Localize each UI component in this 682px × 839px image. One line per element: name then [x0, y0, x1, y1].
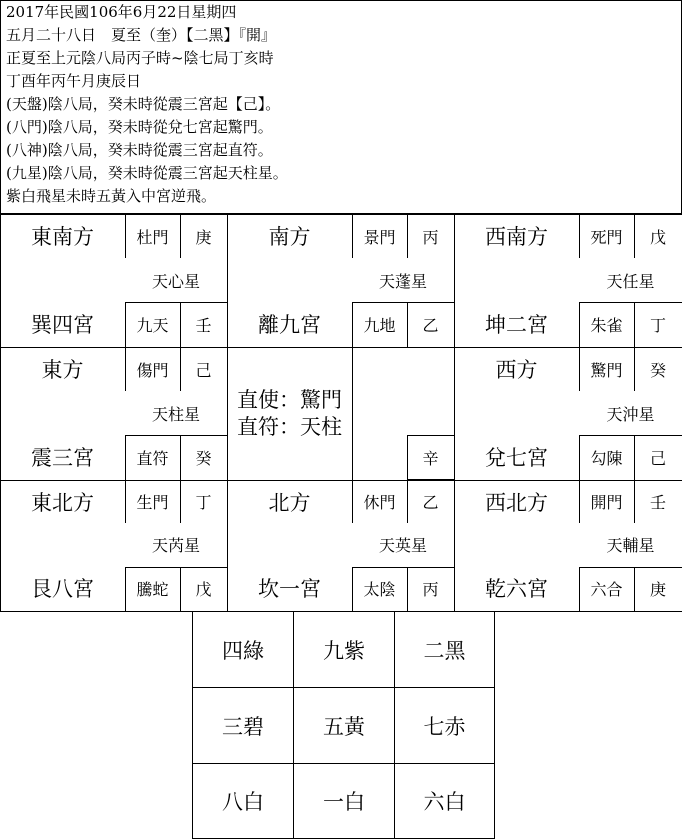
palace-star: 天沖星: [579, 391, 682, 435]
header-line-bamen: (八門)陰八局，癸未時從兌七宮起驚門。: [6, 118, 273, 136]
header-line-date: 2017年民國106年6月22日星期四: [6, 3, 237, 21]
palace-direction: 北方: [268, 490, 311, 515]
flying-star-cell: 五黃: [293, 687, 395, 764]
palace-name: 艮八宮: [31, 577, 94, 602]
palace-name: 震三宮: [31, 446, 94, 470]
header-info-box: [0, 0, 682, 214]
header-line-zibai: 紫白飛星未時五黃入中宮逆飛。: [6, 187, 217, 205]
flying-star-cell: 三碧: [192, 687, 294, 764]
palace-door: 驚門: [590, 360, 623, 380]
header-line-ganzhi: 丁酉年丙午月庚辰日: [6, 72, 142, 90]
center-zhifu: 直符：天柱: [237, 414, 342, 439]
palace-god: 九地: [363, 315, 396, 335]
palace-god: 朱雀: [590, 315, 623, 335]
palace-name: 坎一宮: [258, 577, 321, 602]
palace-heaven-stem: 壬: [649, 493, 666, 513]
palace-name: 兌七宮: [485, 446, 548, 470]
palace-earth-stem: 丙: [422, 579, 439, 599]
header-line-ju: 正夏至上元陰八局丙子時~陰七局丁亥時: [6, 49, 274, 67]
header-line-tianpan: (天盤)陰八局，癸未時從震三宮起【己】。: [6, 95, 281, 113]
center-zhishi: 直使：驚門: [237, 387, 342, 412]
header-line-lunar: 五月二十八日 夏至（奎）【二黑】『開』: [6, 26, 277, 44]
palace-direction: 東方: [41, 358, 84, 382]
palace-star: 天輔星: [579, 523, 682, 566]
palace-god: 六合: [590, 579, 623, 599]
palace-name: 乾六宮: [485, 577, 548, 602]
flying-star-cell: 七赤: [394, 687, 495, 764]
header-line-bashen: (八神)陰八局，癸未時從震三宮起直符。: [6, 141, 273, 159]
palace-door: 傷門: [136, 360, 169, 380]
palace-heaven-stem: 乙: [422, 493, 439, 513]
flying-star-cell: 二黑: [394, 611, 495, 688]
palace-door: 開門: [590, 493, 623, 513]
palace-name: 巽四宮: [31, 313, 94, 337]
palace-direction: 東南方: [31, 225, 94, 249]
palace-earth-stem: 己: [649, 448, 666, 468]
palace-god: 直符: [136, 448, 169, 468]
palace-star: 天英星: [352, 523, 454, 566]
palace-star: 天芮星: [125, 523, 227, 566]
palace-god: 太陰: [363, 579, 396, 599]
header-line-jiuxing: (九星)陰八局，癸未時從震三宮起天柱星。: [6, 164, 288, 182]
palace-earth-stem: 乙: [422, 315, 439, 335]
palace-earth-stem: 丁: [649, 315, 666, 335]
palace-direction: 西北方: [485, 490, 548, 515]
palace-name: 坤二宮: [485, 313, 548, 337]
palace-god: 騰蛇: [136, 579, 169, 599]
palace-star: 天蓬星: [352, 258, 454, 302]
palace-door: 死門: [590, 227, 623, 247]
palace-door: 生門: [136, 493, 169, 513]
palace-star: 天柱星: [125, 391, 227, 435]
flying-star-cell: 八白: [192, 763, 294, 839]
palace-star: 天任星: [579, 258, 682, 302]
palace-direction: 東北方: [31, 490, 94, 515]
center-earth-stem: 辛: [422, 448, 439, 468]
palace-heaven-stem: 己: [195, 360, 212, 380]
palace-heaven-stem: 戊: [649, 227, 666, 247]
palace-god: 九天: [136, 315, 169, 335]
palace-earth-stem: 壬: [195, 315, 212, 335]
flying-star-cell: 一白: [293, 763, 395, 839]
palace-earth-stem: 庚: [649, 579, 666, 599]
palace-earth-stem: 癸: [195, 448, 212, 468]
palace-heaven-stem: 丁: [195, 493, 212, 513]
palace-direction: 南方: [268, 225, 311, 249]
flying-star-cell: 九紫: [293, 611, 395, 688]
palace-heaven-stem: 庚: [195, 227, 212, 247]
palace-earth-stem: 戊: [195, 579, 212, 599]
palace-door: 杜門: [136, 227, 169, 247]
palace-name: 離九宮: [258, 313, 321, 337]
center-text-block: [227, 347, 352, 480]
palace-star: 天心星: [125, 258, 227, 302]
palace-door: 休門: [363, 493, 396, 513]
palace-direction: 西南方: [485, 225, 548, 249]
flying-star-cell: 四綠: [192, 611, 294, 688]
palace-heaven-stem: 癸: [649, 360, 666, 380]
flying-star-cell: 六白: [394, 763, 495, 839]
palace-god: 勾陳: [590, 448, 623, 468]
palace-direction: 西方: [495, 358, 538, 382]
palace-door: 景門: [363, 227, 396, 247]
palace-heaven-stem: 丙: [422, 227, 439, 247]
